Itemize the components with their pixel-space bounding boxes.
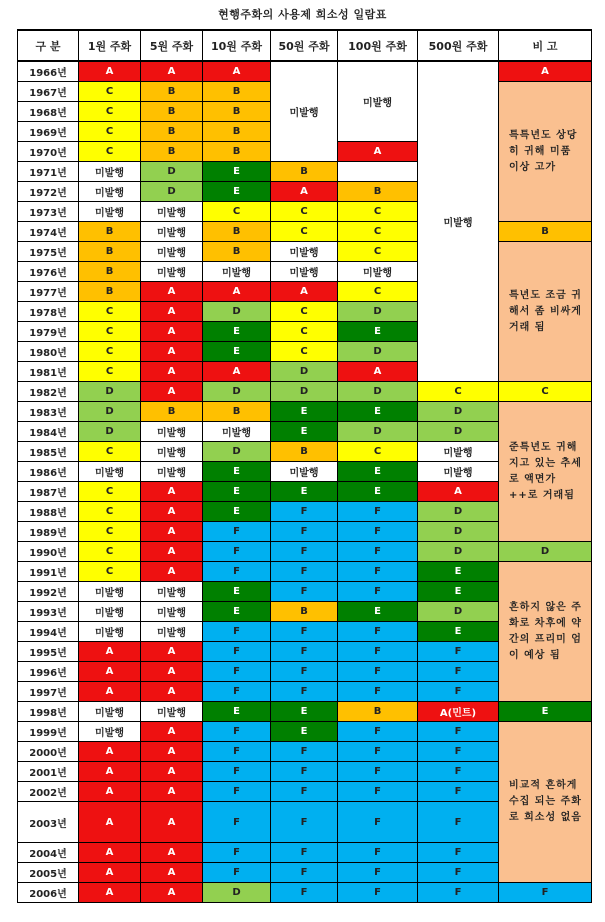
grade-cell: F [271,582,338,602]
grade-cell: F [203,642,271,662]
grade-cell: F [203,742,271,762]
grade-cell: E [203,162,271,182]
grade-cell: A [79,802,141,843]
grade-cell: D [79,402,141,422]
not-issued-cell: 미발행 [271,462,338,482]
grade-cell: B [338,702,418,722]
grade-cell: C [203,202,271,222]
grade-cell: F [338,762,418,782]
grade-cell: A [79,782,141,802]
not-issued-cell: 미발행 [79,702,141,722]
grade-cell: E [203,482,271,502]
year-cell: 1992년 [18,582,79,602]
year-cell: 1982년 [18,382,79,402]
not-issued-cell: 미발행 [141,602,203,622]
not-issued-cell: 미발행 [338,262,418,282]
grade-cell: F [203,802,271,843]
grade-cell: F [203,782,271,802]
grade-cell: E [338,462,418,482]
grade-cell: B [338,182,418,202]
grade-cell: A [79,762,141,782]
grade-cell: A [141,883,203,903]
table-row [18,402,592,422]
grade-cell: A [338,362,418,382]
grade-cell: D [141,182,203,202]
grade-cell: F [271,802,338,843]
grade-cell: F [203,622,271,642]
grade-cell: A [141,562,203,582]
grade-cell: B [141,122,203,142]
year-cell: 1985년 [18,442,79,462]
grade-cell: A [418,482,499,502]
grade-cell: F [418,642,499,662]
grade-cell: C [418,382,499,402]
grade-cell: E [338,602,418,622]
grade-cell: A [141,802,203,843]
grade-cell: C [79,302,141,322]
year-cell: 1972년 [18,182,79,202]
grade-cell: E [271,702,338,722]
grade-cell: D [338,342,418,362]
grade-cell: E [203,702,271,722]
grade-cell: B [203,122,271,142]
grade-cell: C [338,222,418,242]
grade-cell: F [418,742,499,762]
rarity-table [17,29,592,903]
grade-cell: A [141,542,203,562]
grade-cell: C [271,222,338,242]
grade-cell: F [418,662,499,682]
grade-cell: D [203,442,271,462]
grade-cell: F [203,682,271,702]
grade-cell: F [271,622,338,642]
not-issued-cell: 미발행 [141,622,203,642]
year-cell: 1996년 [18,662,79,682]
not-issued-cell: 미발행 [418,442,499,462]
grade-cell: D [338,302,418,322]
not-issued-cell: 미발행 [271,262,338,282]
grade-cell: F [338,542,418,562]
grade-cell: F [338,863,418,883]
grade-cell: F [271,662,338,682]
grade-cell: F [338,742,418,762]
grade-cell: E [418,622,499,642]
grade-cell: E [271,722,338,742]
grade-cell: F [338,722,418,742]
grade-cell: F [338,682,418,702]
grade-cell: B [203,142,271,162]
grade-cell: B [141,142,203,162]
grade-cell: D [499,542,592,562]
header-5won: 5원 주화 [141,30,203,61]
grade-cell: B [271,602,338,622]
year-cell: 1987년 [18,482,79,502]
year-cell: 1983년 [18,402,79,422]
grade-cell: F [271,502,338,522]
grade-cell: C [271,322,338,342]
grade-cell: E [203,502,271,522]
grade-cell: A [141,843,203,863]
grade-cell: F [271,883,338,903]
grade-cell: E [203,342,271,362]
grade-cell: F [271,843,338,863]
grade-cell: F [271,762,338,782]
year-cell: 2005년 [18,863,79,883]
grade-cell: A [79,682,141,702]
grade-cell: A [79,61,141,82]
grade-cell: A [141,782,203,802]
year-cell: 2006년 [18,883,79,903]
page-title: 현행주화의 사용제 희소성 일람표 [218,8,387,21]
table-row [18,883,592,903]
year-cell: 1973년 [18,202,79,222]
grade-cell: F [338,642,418,662]
grade-cell: D [418,542,499,562]
grade-cell: A [141,382,203,402]
not-issued-cell: 미발행 [141,462,203,482]
not-issued-cell: 미발행 [141,202,203,222]
grade-cell: C [79,502,141,522]
grade-cell: F [271,742,338,762]
grade-cell: A [141,682,203,702]
grade-cell: D [271,382,338,402]
grade-cell: B [203,82,271,102]
table-row [18,242,592,262]
grade-cell: A [141,302,203,322]
grade-cell: F [271,782,338,802]
grade-cell: F [203,522,271,542]
grade-cell: E [338,482,418,502]
grade-cell: A [141,742,203,762]
grade-cell: D [418,422,499,442]
grade-cell: F [418,802,499,843]
year-cell: 1998년 [18,702,79,722]
not-issued-cell: 미발행 [141,702,203,722]
year-cell: 1989년 [18,522,79,542]
year-cell: 1969년 [18,122,79,142]
year-cell: 1993년 [18,602,79,622]
grade-cell: A [203,362,271,382]
grade-cell: E [203,462,271,482]
grade-cell: B [203,402,271,422]
grade-cell: A [141,662,203,682]
grade-cell: E [203,602,271,622]
year-cell: 1975년 [18,242,79,262]
year-cell: 2004년 [18,843,79,863]
grade-cell: C [79,522,141,542]
not-issued-cell: 미발행 [141,582,203,602]
grade-cell: E [418,562,499,582]
year-cell: 1978년 [18,302,79,322]
year-cell: 1997년 [18,682,79,702]
grade-cell: F [271,542,338,562]
not-issued-cell: 미발행 [418,61,499,382]
grade-cell: D [141,162,203,182]
header-remarks: 비 고 [499,30,592,61]
grade-cell: C [338,282,418,302]
year-cell: 2002년 [18,782,79,802]
grade-cell: F [418,843,499,863]
not-issued-cell: 미발행 [79,182,141,202]
grade-cell: A [79,863,141,883]
year-cell: 1995년 [18,642,79,662]
grade-cell: F [418,863,499,883]
grade-cell: F [338,562,418,582]
grade-cell: F [418,883,499,903]
year-cell: 2001년 [18,762,79,782]
grade-cell: A [271,282,338,302]
grade-cell: A [141,362,203,382]
year-cell: 1990년 [18,542,79,562]
grade-cell: C [79,442,141,462]
grade-cell: C [79,542,141,562]
note-cell: 비교적 흔하게 수집 되는 주화로 희소성 없음 [499,722,592,883]
table-row [18,61,592,82]
grade-cell: A [338,142,418,162]
grade-cell: D [418,602,499,622]
grade-cell: F [338,582,418,602]
not-issued-cell: 미발행 [79,602,141,622]
grade-cell: A [141,863,203,883]
grade-cell: F [338,802,418,843]
year-cell: 1999년 [18,722,79,742]
table-row [18,222,592,242]
note-cell: 흔하지 않은 주화로 차후에 약간의 프리미 엄이 예상 됨 [499,562,592,702]
grade-cell: D [271,362,338,382]
grade-cell: F [338,662,418,682]
header-1won: 1원 주화 [79,30,141,61]
grade-cell: C [338,442,418,462]
not-issued-cell: 미발행 [141,262,203,282]
grade-cell: E [499,702,592,722]
grade-cell: F [203,863,271,883]
grade-cell: C [338,202,418,222]
not-issued-cell: 미발행 [203,422,271,442]
year-cell: 1991년 [18,562,79,582]
grade-cell: B [271,162,338,182]
note-cell: 준특년도 귀해지고 있는 추세로 액면가 ++로 거래됨 [499,402,592,542]
grade-cell: C [79,102,141,122]
grade-cell: F [338,782,418,802]
grade-cell: F [338,843,418,863]
year-cell: 1974년 [18,222,79,242]
grade-cell: A [141,722,203,742]
year-cell: 1970년 [18,142,79,162]
grade-cell: F [271,642,338,662]
grade-cell: C [338,242,418,262]
header-500won: 500원 주화 [418,30,499,61]
year-cell: 1980년 [18,342,79,362]
grade-cell: A [141,282,203,302]
grade-cell: F [499,883,592,903]
note-cell: 특년도 조금 귀해서 좀 비싸게 거래 됨 [499,242,592,382]
header-50won: 50원 주화 [271,30,338,61]
grade-cell: A [499,61,592,82]
grade-cell: B [203,222,271,242]
year-cell: 1976년 [18,262,79,282]
grade-cell: B [499,222,592,242]
not-issued-cell: 미발행 [141,242,203,262]
year-cell: 1968년 [18,102,79,122]
not-issued-cell: 미발행 [203,262,271,282]
table-row [18,702,592,722]
year-cell: 1994년 [18,622,79,642]
not-issued-cell: 미발행 [271,242,338,262]
grade-cell: F [418,782,499,802]
grade-cell: A [79,642,141,662]
grade-cell: B [79,262,141,282]
grade-cell: B [79,282,141,302]
grade-cell: D [418,522,499,542]
not-issued-cell: 미발행 [79,582,141,602]
header-10won: 10원 주화 [203,30,271,61]
grade-cell: F [271,562,338,582]
grade-cell: E [203,322,271,342]
grade-cell: C [79,482,141,502]
grade-cell: F [338,502,418,522]
grade-cell: F [271,522,338,542]
grade-cell: E [271,422,338,442]
header-row [18,30,592,61]
year-cell: 1979년 [18,322,79,342]
table-row [18,562,592,582]
year-cell: 1986년 [18,462,79,482]
grade-cell: A [141,522,203,542]
grade-cell: B [79,242,141,262]
grade-cell: A [203,61,271,82]
grade-cell: D [203,302,271,322]
header-100won: 100원 주화 [338,30,418,61]
grade-cell: A [79,662,141,682]
not-issued-cell: 미발행 [271,61,338,162]
grade-cell: E [338,322,418,342]
grade-cell: B [141,402,203,422]
grade-cell: A [141,482,203,502]
grade-cell: D [418,502,499,522]
grade-cell: D [203,382,271,402]
year-cell: 1971년 [18,162,79,182]
year-cell: 1981년 [18,362,79,382]
not-issued-cell: 미발행 [79,622,141,642]
not-issued-cell: 미발행 [79,162,141,182]
grade-cell: F [271,682,338,702]
year-cell: 1984년 [18,422,79,442]
not-issued-cell: 미발행 [141,442,203,462]
table-row [18,722,592,742]
grade-cell: F [338,622,418,642]
grade-cell: A [141,762,203,782]
grade-cell: F [338,883,418,903]
grade-cell: A [141,502,203,522]
not-issued-cell: 미발행 [338,61,418,142]
grade-cell: B [203,102,271,122]
grade-cell: D [79,422,141,442]
grade-cell: C [499,382,592,402]
table-row [18,542,592,562]
not-issued-cell: 미발행 [141,222,203,242]
grade-cell: D [338,382,418,402]
grade-cell: F [203,722,271,742]
grade-cell: A [141,61,203,82]
grade-cell: A [203,282,271,302]
grade-cell: C [79,562,141,582]
grade-cell: B [271,442,338,462]
grade-cell: C [79,342,141,362]
not-issued-cell: 미발행 [79,462,141,482]
grade-cell: A [79,742,141,762]
not-issued-cell: 미발행 [79,722,141,742]
grade-cell: C [271,342,338,362]
grade-cell: C [271,302,338,322]
grade-cell: E [271,482,338,502]
grade-cell: D [418,402,499,422]
grade-cell: E [203,582,271,602]
year-cell: 2003년 [18,802,79,843]
grade-cell: A(민트) [418,702,499,722]
grade-cell: F [418,722,499,742]
grade-cell: F [203,662,271,682]
note-cell: 특특년도 상당히 귀해 미품 이상 고가 [499,82,592,222]
grade-cell: E [338,402,418,422]
not-issued-cell: 미발행 [418,462,499,482]
year-cell: 1977년 [18,282,79,302]
not-issued-cell: 미발행 [141,422,203,442]
grade-cell: A [141,642,203,662]
grade-cell: F [203,542,271,562]
header-category: 구 분 [18,30,79,61]
grade-cell: D [203,883,271,903]
not-issued-cell: 미발행 [79,202,141,222]
grade-cell: F [203,843,271,863]
grade-cell: E [203,182,271,202]
grade-cell: D [79,382,141,402]
grade-cell: F [418,762,499,782]
grade-cell: F [418,682,499,702]
grade-cell: E [271,402,338,422]
grade-cell: F [338,522,418,542]
grade-cell: B [79,222,141,242]
grade-cell: C [79,142,141,162]
grade-cell: C [79,122,141,142]
grade-cell: B [141,102,203,122]
grade-cell: C [271,202,338,222]
grade-cell: A [141,342,203,362]
grade-cell: F [271,863,338,883]
grade-cell: B [203,242,271,262]
year-cell: 1967년 [18,82,79,102]
grade-cell: C [79,82,141,102]
year-cell: 1966년 [18,61,79,82]
grade-cell: F [203,562,271,582]
grade-cell: C [79,322,141,342]
grade-cell: B [141,82,203,102]
grade-cell: C [79,362,141,382]
grade-cell: A [271,182,338,202]
year-cell: 2000년 [18,742,79,762]
year-cell: 1988년 [18,502,79,522]
grade-cell: F [203,762,271,782]
grade-cell: A [79,843,141,863]
table-row [18,382,592,402]
grade-cell: E [418,582,499,602]
grade-cell: D [338,422,418,442]
grade-cell: A [141,322,203,342]
grade-cell: A [79,883,141,903]
